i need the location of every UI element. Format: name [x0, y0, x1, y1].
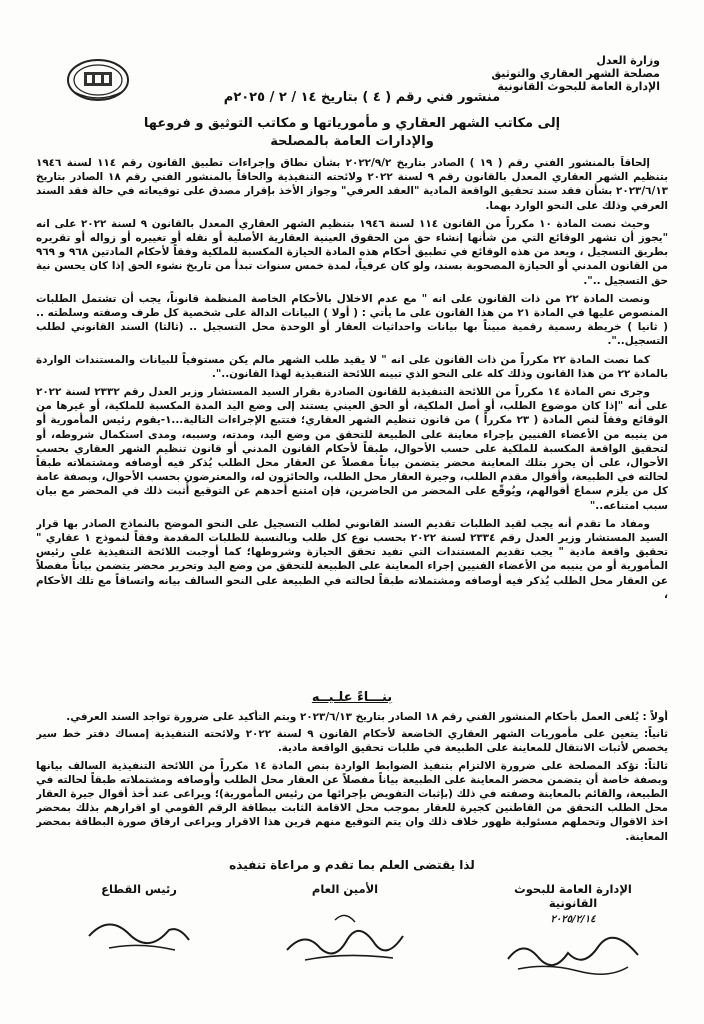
decision-item: ثانياً: يتعين على مأموريات الشهر العقاري الخاضعة لأحكام القانون ٩ لسنة ٢٠٢٢ ولائحته التنفيذية إمساك دفتر خط سير يخصص لأثبات الانتقال للمعاينة على الطبيعة في طلبات تحقيق الواقعة مادية. — [36, 728, 668, 755]
signature-title: الإدارة العامة للبحوث القانونية — [514, 882, 632, 910]
letterhead — [430, 54, 660, 93]
circular-addressee: إلى مكاتب الشهر العقاري و مأمورياتها و مكاتب التوثيق و فروعها — [143, 116, 561, 131]
circular-addressee-secondary: والإدارات العامة بالمصلحة — [270, 134, 434, 149]
signature-title: رئيس القطاع — [101, 882, 177, 896]
decisions-heading: بنـــاءً علـيــه — [311, 690, 393, 705]
circular-body — [36, 156, 668, 806]
body-paragraph: إلحاقاً بالمنشور الفني رقم ( ١٩ ) الصادر بتاريخ ٢٠٢٢/٩/٢ بشأن نطاق وإجراءات تطبيق القانون رقم ١١٤ لسنة ١٩٤٦ بتنظيم الشهر العقاري المعدل بالقانون رقم ٩ لسنة ٢٠٢٢ ولائحته التنفيذية والحاقاً بالمنشور الفني رقم ١٨ الصادر بتاريخ ٢٠٢٣/٦/١٣ بشأن فقد سند تحقيق الواقعة المادية "العقد العرفي" وجواز الأخذ بإقرار مصدق على توقيعاته في حالة فقد السند العرفي وذلك على النحو الوارد بهما. — [36, 157, 668, 212]
signature-block-sector-head — [74, 882, 204, 960]
signature-title: الأمين العام — [311, 882, 379, 896]
signature-block-research — [488, 882, 658, 979]
body-paragraph: كما نصت المادة ٢٢ مكرراً من ذات القانون على انه " لا يقيد طلب الشهر مالم يكن مستوفياً للبيانات والمستندات الواردة بالمادة ٢٢ من هذا القانون وذلك كله على النحو الذي تبينه اللائحة التنفيذية لهذا القانون..". — [36, 353, 668, 380]
department-name: الإدارة العامة للبحوث القانونية — [497, 80, 660, 93]
signature-block-secretary — [270, 882, 420, 970]
body-paragraph: وجرى نص المادة ١٤ مكرراً من اللائحة التنفيذية للقانون الصادرة بقرار السيد المستشار وزير العدل رقم ٢٣٣٢ لسنة ٢٠٢٢ على أنه "إذا كان موضوع الطلب، أو أصل الملكية، أو الحق العيني يستند إلى وضع اليد المدة المكسبة للملكية، أو غيرها من الوقائع وفقاً لنص المادة ( ٢٣ مكرراً ) من قانون تنظيم الشهر العقاري؛ فتتبع الإجراءات التالية...١-يقوم رئيس المأمورية أو من ينيبه من الأعضاء الفنيين بإجراء معاينة على الطبيعة للتحقق من وضع اليد، ومدته، وسببه، ومدى استكمال شروطه، أو لتحقيق الواقعة المكسبة للملكية على حسب الأحوال، طبقاً لأحكام القانون المدني أو قانون تنظيم الشهر العقاري بحسب الأحوال، على أن يحرر بتلك المعاينة محضر يتضمن بياناً مفصلاً عن العقار محل الطلب يُذكر فيه أوصافه ومشتملاته طبقاً لحالته في الطبيعة، وأقوال مقدم الطلب، وجيرة العقار محل الطلب، والحائزون له، والمعترضون بحسب الأحوال، وبصفة عامة كل من يلزم سماع أقوالهم، ويُوقّع على المحضر من الحاضرين، فإن امتنع أحدهم عن التوقيع أُثبت ذلك في المحضر مع بيان سبب امتناعه.." — [36, 386, 668, 512]
body-paragraph: وحيث نصت المادة ١٠ مكرراً من القانون ١١٤ لسنة ١٩٤٦ بتنظيم الشهر العقاري المعدل بالقانون ٩ لسنة ٢٠٢٢ على انه "يجوز أن تشهر الوقائع التي من شأنها إنشاء حق من الحقوق العينية العقارية الأصلية أو نقله أو تغييره أو زواله أو تقريره بطريق التسجيل ، ويعد من هذه الوقائع في تطبيق أحكام هذه المادة الحيازة المكسبة للملكية وفقاً لأحكام المادتين ٩٦٨ و ٩٦٩ من القانون المدني أو الحيازة المصحوبة بسند، ولو كان عرفياً، لمدة خمس سنوات تبدأ من تاريخ نشوء الحق إذا كان يحسن نية حق التسجيل ..". — [36, 217, 668, 287]
closing-line: لذا يقتضى العلم بما تقدم و مراعاة تنفيذه — [229, 858, 475, 872]
handwritten-signature-icon — [275, 900, 415, 970]
authority-logo-icon — [66, 58, 130, 102]
decision-item: ثالثاً: تؤكد المصلحة على ضرورة الالتزام بتنفيذ الضوابط الواردة بنص المادة ١٤ مكرراً من اللائحة التنفيذية السالف بيانها وبصفة خاصة أن يتضمن محضر المعاينة على الطبيعة بياناً مفصلاً عن العقار محل الطلب وأوصافه ومشتملاته طبقاً لحالته في الطبيعة، والقائم بالمعاينة وصفته في ذلك (بإثبات التفويض بإجرائها من رئيس المأمورية)؛ ويراعى عند أخذ أقوال جيرة العقار محل الطلب التحقق من القاطنين كجيرة للعقار بموجب محل الاقامة الثابت ببطاقة الرقم القومي او اقرارهم بذلك بمحضر اخذ الاقوال وتحملهم مسئولية ظهور خلاف ذلك وان يتم التوقيع منهم قرين هذا الاقرار ويراعى ارفاق صورة البطاقة بمحضر المعاينة. — [36, 759, 668, 843]
decisions-list — [36, 710, 668, 860]
body-paragraph: ومفاد ما تقدم أنه يجب لقيد الطلبات تقديم السند القانوني لطلب التسجيل على النحو الموضح بالنماذج الصادر بها قرار السيد المستشار وزير العدل رقم ٢٣٣٤ لسنة ٢٠٢٢ بحسب نوع كل طلب وبالنسبة للطلبات المقدمة وفقاً لنموذج ١ عقاري " تحقيق واقعة مادية " يجب تقديم المستندات التي تفيد تحقق الحيازة وشروطها؛ كما أوجبت اللائحة التنفيذية على رئيس المأمورية أو من ينيبه من الأعضاء الفنيين إجراء المعاينة على الطبيعة للتحقق من وضع اليد وتحرير محضر يتضمن بياناً مفصلاً عن العقار محل الطلب يُذكر فيه أوصافه ومشتملاته طبقاً لحالته في الطبيعة على النحو السالف بيانه واتساقاً مع تلك الأحكام ، — [36, 517, 668, 601]
handwritten-date: ٢٠٢٥/٢/١٤ — [550, 914, 596, 925]
ministry-name: وزارة العدل — [596, 54, 660, 67]
body-paragraph: ونصت المادة ٢٢ من ذات القانون على انه " مع عدم الاخلال بالأحكام الخاصة المنظمة قانوناً، يجب أن تشتمل الطلبات المنصوص عليها في المادة ٢١ من هذا القانون على ما يأتي : ( أولا ) البيانات الدالة على شخصية كل طرف وصفته وسلطته .. ( ثانيا ) خريطة رسمية رقمية مبيناً بها بيانات واحداثيات العقار أو الوحدة محل التسجيل .. (ثالثا) السند القانوني لطلب التسجيل..". — [36, 292, 668, 348]
decision-item: أولاً : يُلغى العمل بأحكام المنشور الفني رقم ١٨ الصادر بتاريخ ٢٠٢٣/٦/١٣ وبتم التأكيد على ضرورة تواجد السند العرفي. — [66, 711, 668, 723]
handwritten-signature-icon — [79, 900, 199, 960]
authority-name: مصلحة الشهر العقاري والتوثيق — [491, 67, 660, 80]
handwritten-signature-icon — [498, 929, 648, 979]
circular-title: منشور فني رقم ( ٤ ) بتاريخ ١٤ / ٢ / ٢٠٢٥م — [223, 90, 501, 105]
